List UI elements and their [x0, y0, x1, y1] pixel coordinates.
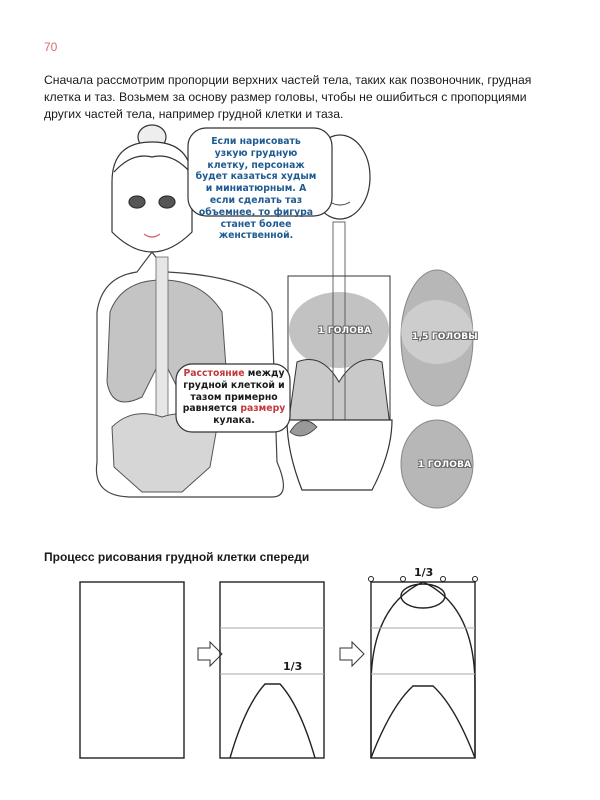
step1-rectangle — [80, 582, 184, 758]
bubble-mid-part: между грудной клеткой и тазом примерно равняется — [182, 368, 285, 415]
highlight-distance: Расстояние — [183, 368, 245, 379]
label-1-5-heads: 1,5 ГОЛОВЫ — [412, 332, 478, 342]
bubble-mid-text — [180, 368, 288, 427]
bubble-mid-end: кулака. — [213, 415, 255, 427]
arrow-1-icon — [198, 642, 222, 666]
intro-paragraph: Сначала рассмотрим пропорции верхних частей тела, таких как позвоночник, грудная клетка и таз. Возьмем за основу размер головы, чтобы не ошибиться с пропорциями других частей тела, например грудной клетки и таза. — [44, 73, 532, 121]
ribcage-steps — [60, 566, 500, 776]
highlight-size: размеру — [240, 403, 286, 415]
fraction-step2: 1/3 — [283, 660, 303, 673]
girl-head — [112, 125, 192, 252]
label-1-head-bottom: 1 ГОЛОВА — [418, 460, 472, 470]
section-title: Процесс рисования грудной клетки спереди — [44, 550, 310, 564]
bubble-top-text: Если нарисовать узкую грудную клетку, персонаж будет казаться худым и миниатюрным. А если сделать таз объемнее, то фигура станет более женственной. — [195, 136, 317, 242]
page-number: 70 — [44, 40, 58, 54]
label-1-head: 1 ГОЛОВА — [318, 326, 372, 336]
fraction-step3: 1/3 — [414, 566, 434, 579]
step2-rectangle — [220, 582, 324, 758]
arrow-2-icon — [340, 642, 364, 666]
